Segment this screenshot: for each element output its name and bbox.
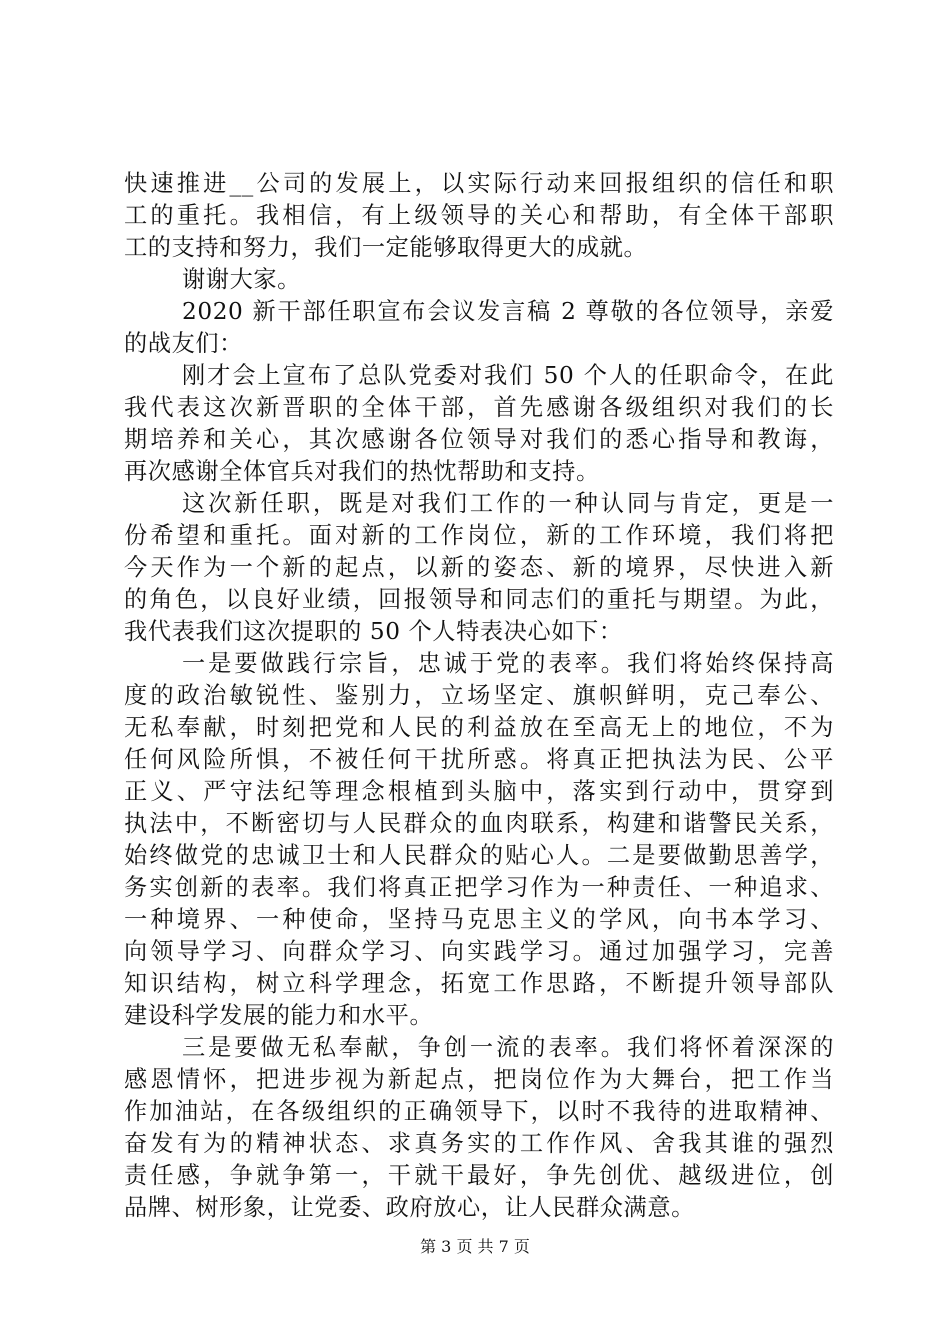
text-line: 奋发有为的精神状态、求真务实的工作作风、舍我其谁的强烈 — [124, 1130, 834, 1157]
text-line: 我代表我们这次提职的 50 个人特表决心如下： — [124, 618, 623, 645]
text-line: 品牌、树形象，让党委、政府放心，让人民群众满意。 — [124, 1194, 695, 1221]
text-line: 正义、严守法纪等理念根植到头脑中，落实到行动中，贯穿到 — [124, 778, 834, 805]
text-line: 务实创新的表率。我们将真正把学习作为一种责任、一种追求、 — [124, 874, 834, 901]
text-line: 一是要做践行宗旨，忠诚于党的表率。我们将始终保持高 — [182, 650, 834, 677]
text-line: 这次新任职，既是对我们工作的一种认同与肯定，更是一 — [182, 490, 834, 517]
text-line: 三是要做无私奉献，争创一流的表率。我们将怀着深深的 — [182, 1034, 834, 1061]
text-line: 期培养和关心，其次感谢各位领导对我们的悉心指导和教诲， — [124, 426, 834, 453]
text-line: 的角色，以良好业绩，回报领导和同志们的重托与期望。为此， — [124, 586, 834, 613]
text-line: 无私奉献，时刻把党和人民的利益放在至高无上的地位，不为 — [124, 714, 834, 741]
text-line: 的战友们： — [124, 330, 243, 357]
text-line: 我代表这次新晋职的全体干部，首先感谢各级组织对我们的长 — [124, 394, 834, 421]
text-line: 度的政治敏锐性、鉴别力，立场坚定、旗帜鲜明，克己奉公、 — [124, 682, 834, 709]
text-line: 感恩情怀，把进步视为新起点，把岗位作为大舞台，把工作当 — [124, 1066, 834, 1093]
text-line: 作加油站，在各级组织的正确领导下，以时不我待的进取精神、 — [124, 1098, 834, 1125]
text-line: 一种境界、一种使命，坚持马克思主义的学风，向书本学习、 — [124, 906, 834, 933]
text-line: 工的重托。我相信，有上级领导的关心和帮助，有全体干部职 — [124, 202, 834, 229]
text-line: 执法中，不断密切与人民群众的血肉联系，构建和谐警民关系， — [124, 810, 834, 837]
text-line: 今天作为一个新的起点，以新的姿态、新的境界，尽快进入新 — [124, 554, 834, 581]
text-line: 刚才会上宣布了总队党委对我们 50 个人的任职命令，在此 — [182, 362, 834, 389]
text-line: 工的支持和努力，我们一定能够取得更大的成就。 — [124, 234, 648, 261]
text-line: 建设科学发展的能力和水平。 — [124, 1002, 434, 1029]
text-line: 2020 新干部任职宣布会议发言稿 2 尊敬的各位领导，亲爱 — [182, 298, 834, 325]
text-line: 责任感，争就争第一，干就干最好，争先创优、越级进位，创 — [124, 1162, 834, 1189]
page-footer — [0, 1236, 950, 1258]
page-number-label: 第 3 页 共 7 页 — [420, 1237, 530, 1256]
document-body — [124, 168, 834, 1224]
text-line: 快速推进__公司的发展上，以实际行动来回报组织的信任和职 — [124, 170, 834, 197]
text-line: 份希望和重托。面对新的工作岗位，新的工作环境，我们将把 — [124, 522, 834, 549]
text-line: 知识结构，树立科学理念，拓宽工作思路，不断提升领导部队 — [124, 970, 834, 997]
text-line: 任何风险所惧，不被任何干扰所惑。将真正把执法为民、公平 — [124, 746, 834, 773]
text-line: 始终做党的忠诚卫士和人民群众的贴心人。二是要做勤思善学， — [124, 842, 834, 869]
text-line: 向领导学习、向群众学习、向实践学习。通过加强学习，完善 — [124, 938, 834, 965]
text-line: 再次感谢全体官兵对我们的热忱帮助和支持。 — [124, 458, 600, 485]
text-line: 谢谢大家。 — [182, 266, 301, 293]
